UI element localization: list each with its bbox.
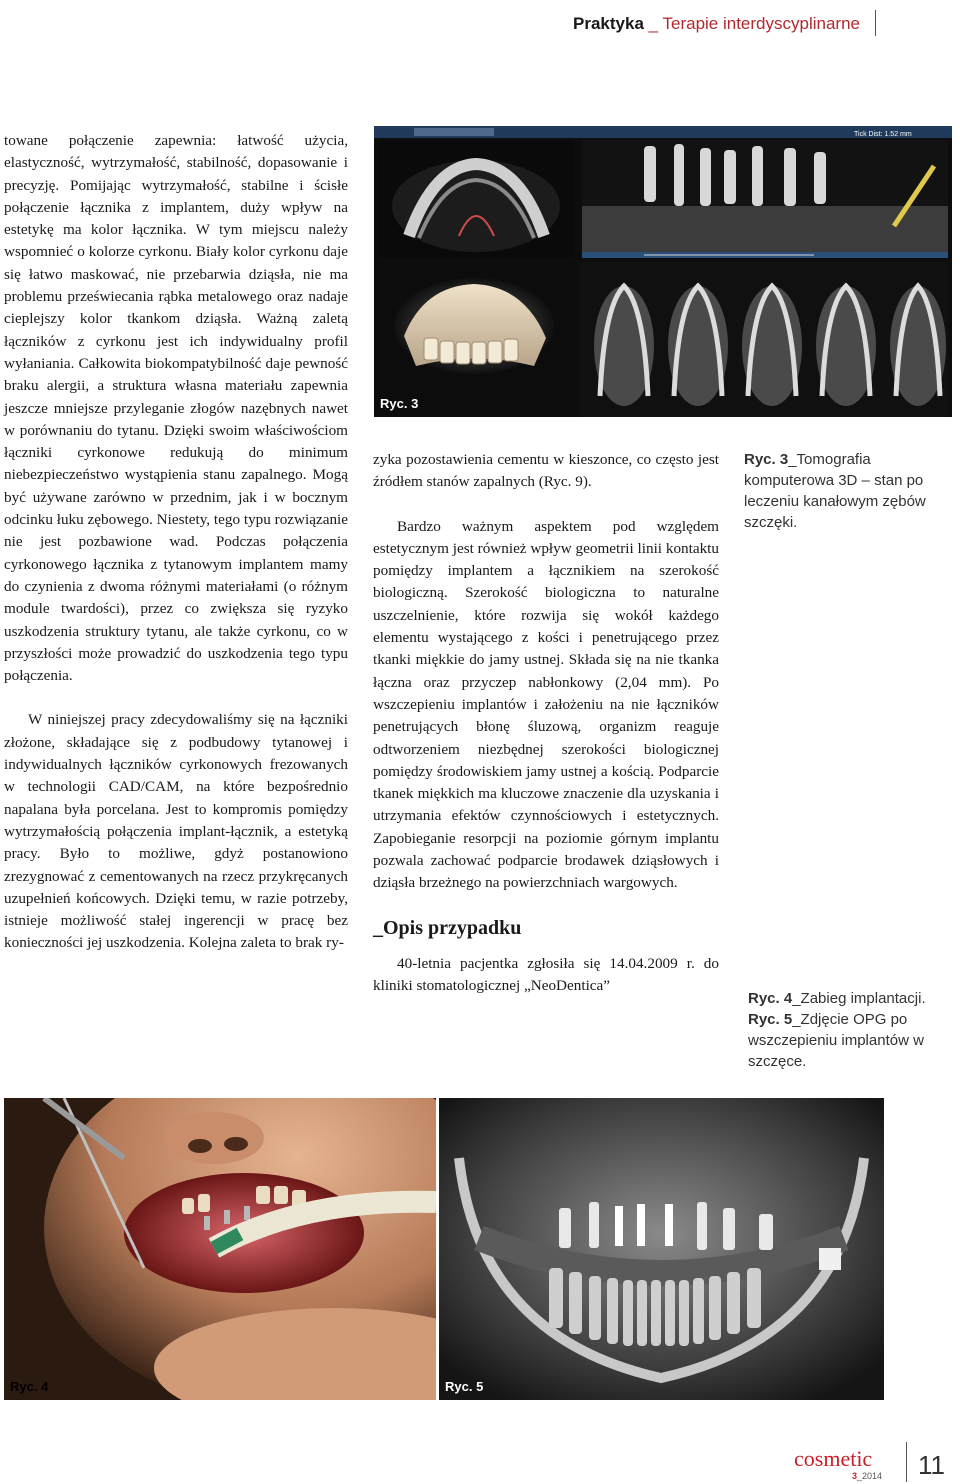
surgery-photo [4, 1098, 436, 1400]
caption-5-text: _Zdjęcie OPG po wszczepieniu implantów w szczęce. [748, 1011, 924, 1070]
left-paragraph-1: towane połączenie zapewnia: łatwość użycia, elastyczność, wytrzymałość, stabilność, dopasowanie i precyzję. Pomijając wytrzymałość, stabilne i ścisłe połączenie łącznika z implantem, duży wpływ na estetykę ma kolor łącznika. W tym miejscu należy wspomnieć o kolorze cyrkonu. Biały kolor cyrkonu daje się łatwo maskować, nie przebarwia dziąsła, nie ma problemu przeświecania rąbka metalowego oraz nadaje cieplejszy kolor tkankom dziąsła. Ważną zaletą łączników z cyrkonu jest ich indywidualny profil wyłaniania. Całkowita biokompatybilność daje pewność braku alergii, a struktura własna materiału zapewnia jeszcze mniejsze przyleganie złogów nazębnych nawet w porównaniu do tytanu. Dzięki swoim właściwościom łączniki cyrkonowe redukują do minimum niebezpieczeństwo wystąpienia stanu zapalnego. Mogą być używane zarówno w przednim, jak i w bocznym odcinku łuku zębowego. Niestety, tego typu rozwiązanie nie jest pozbawione wad. Podczas połączenia cyrkonowego łącznika z tytanowym implantem mamy do czynienia z dwoma różnymi materiałami (o różnym module twardości), przez co zwiększa się ryzyko uszkodzenia struktury tytanu, ale także cyrkonu, co w przyszłości może prowadzić do uszkodzenia tego typu połączenia. [4, 132, 349, 685]
caption-4-label: Ryc. 4 [748, 990, 793, 1007]
caption-4-text: _Zabieg implantacji. [792, 990, 926, 1007]
caption-3-label: Ryc. 3 [744, 451, 789, 468]
ct-scan-image [374, 126, 952, 417]
footer-divider [906, 1442, 907, 1482]
figure-4-label: Ryc. 4 [10, 1379, 49, 1394]
page-footer [780, 1440, 960, 1484]
middle-paragraph-3: 40-letnia pacjentka zgłosiła się 14.04.2009 r. do kliniki stomatologicznej „NeoDentica” [373, 954, 719, 995]
page-number: 11 [918, 1450, 945, 1480]
opg-xray-image [439, 1098, 884, 1400]
figure-ct-scan [374, 126, 952, 417]
magazine-brand: cosmetic [794, 1446, 873, 1471]
figure-3-label: Ryc. 3 [380, 396, 419, 411]
caption-figure-3 [744, 449, 956, 533]
middle-paragraph-2: Bardzo ważnym aspektem pod względem estetycznym jest również wpływ geometrii linii kontaktu pomiędzy implantem a łącznikiem na szerokość biologiczną. Szerokość biologiczna to naturalne uszczelnienie, które rozwija się wokół każdego elementu wystającego z kości i penetrującego przez tkanki miękkie do jamy ustnej. Składa się na nie tkanka łączna oraz przyczep nabłonkowy (2,04 mm). Po wszczepieniu implantów i założeniu na nie łączników penetrujących błonę śluzową, organizm reaguje odtworzeniem niezbędnej szerokości biologicznej pomiędzy środowiskiem jamy ustnej a kością. Podparcie tkanek miękkich ma kluczowe znaczenie dla uzyskania i utrzymania efektów czynnościowych i estetycznych. Zapobieganie resorpcji na poziomie górnym implantu pozwala zachować podparcie brodawek dziąsłowych i dziąsła brzeżnego na powierzchniach wargowych. [373, 517, 719, 892]
caption-figures-4-5 [748, 988, 956, 1072]
middle-paragraph-1: zyka pozostawienia cementu w kieszonce, co często jest źródłem stanów zapalnych (Ryc. 9). [373, 451, 719, 491]
figure-5-label: Ryc. 5 [445, 1379, 484, 1394]
caption-5-label: Ryc. 5 [748, 1011, 793, 1028]
left-column [4, 130, 348, 955]
figure-opg-xray [439, 1098, 884, 1400]
header-topic: Terapie interdyscyplinarne [662, 14, 860, 33]
issue-label [852, 1471, 882, 1481]
caption-3-text: _Tomografia komputerowa 3D – stan po leczeniu kanałowym zębów szczęki. [744, 451, 926, 531]
left-paragraph-2: W niniejszej pracy zdecydowaliśmy się na łączniki złożone, składające się z podbudowy tytanowej i indywidualnych łączników cyrkonowych frezowanych w technologii CAD/CAM, na które bezpośrednio napalana była porcelana. Jest to kompromis pomiędzy wytrzymałością połączenia implant-łącznik, a estetyką pracy. Było to możliwe, gdyż postanowiono zrezygnować z cementowanych na rzecz przykręcanych uzupełnień końcowych. Dzięki temu, w razie potrzeby, istnieje możliwość stałej ingerencji w pracę bez konieczności jej uszkodzenia. Kolejna zaleta to brak ry- [4, 711, 348, 952]
issue-year: _2014 [857, 1471, 883, 1481]
section-heading: _Opis przypadku [373, 916, 522, 939]
header-section: Praktyka [573, 14, 644, 33]
middle-column [373, 449, 719, 998]
figure-implant-surgery [4, 1098, 436, 1400]
issue-number: 3 [852, 1471, 858, 1481]
header-divider [875, 10, 876, 36]
header-separator: _ [643, 14, 663, 33]
ct-readout-top: Tick Dist: 1.52 mm [854, 131, 912, 138]
header-text [573, 14, 860, 34]
running-header [560, 10, 920, 36]
